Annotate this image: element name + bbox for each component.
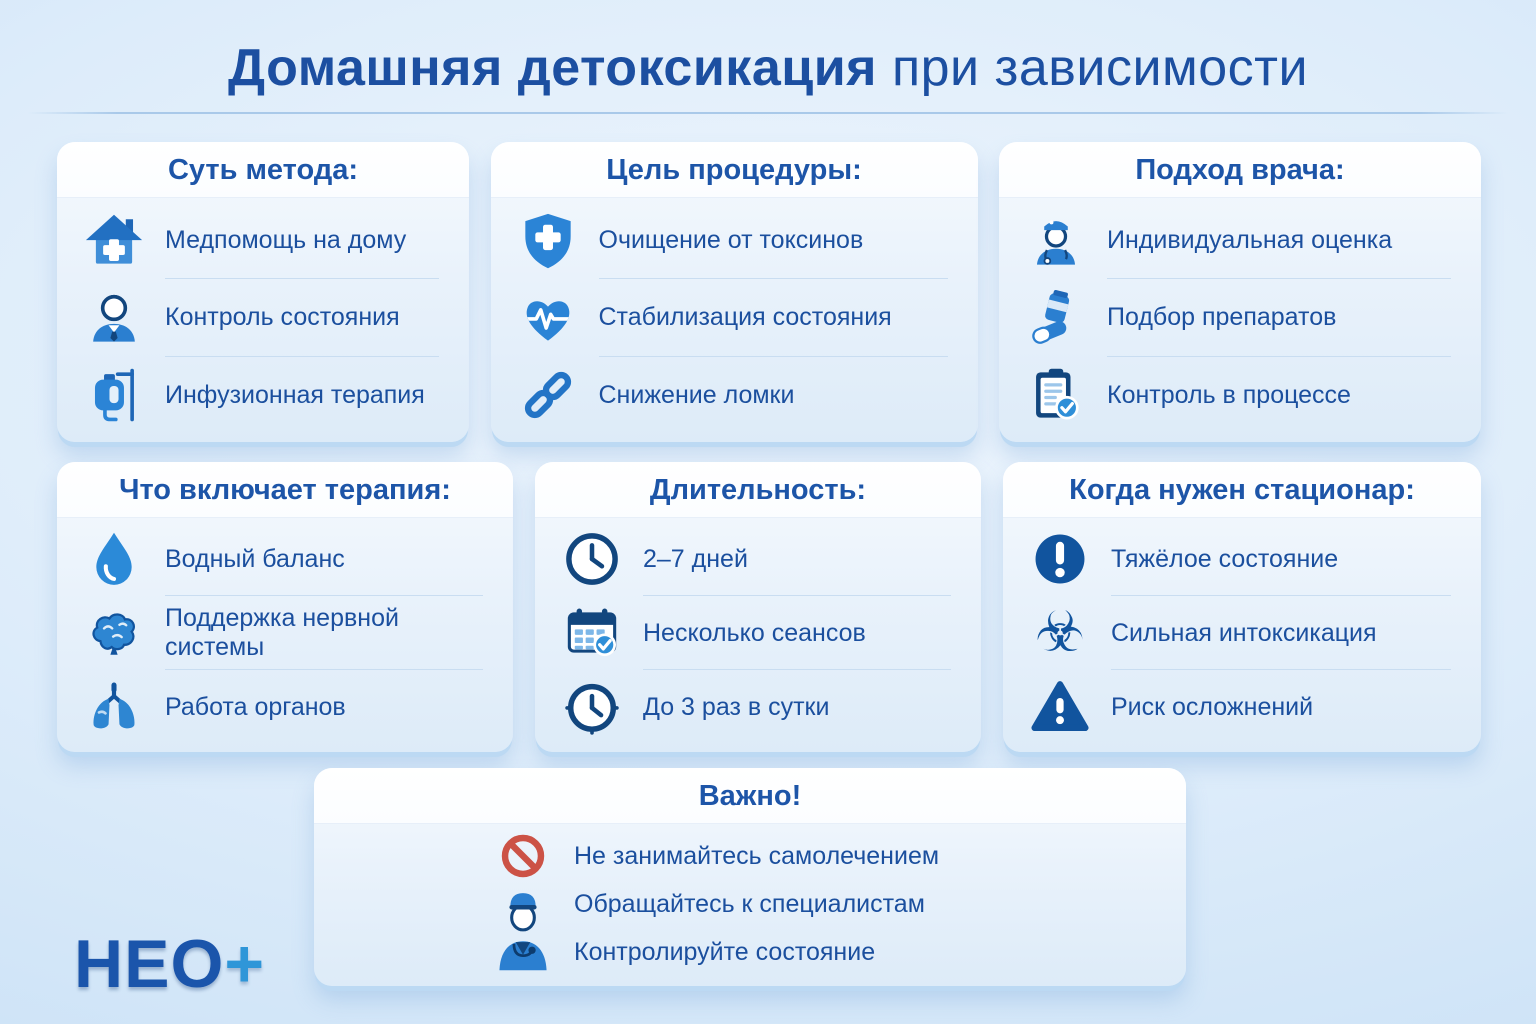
list-item [491,202,978,279]
pills-icon [1025,287,1087,349]
item-label: Подбор препаратов [1107,303,1337,332]
list-item [999,202,1481,279]
title-divider [28,112,1508,114]
item-label: Несколько сеансов [643,618,866,647]
doctor-mask-icon [490,885,556,972]
neo-logo [74,926,266,1002]
item-label: Сильная интоксикация [1111,618,1377,647]
item-label: Снижение ломки [598,380,795,409]
no-entry-icon [490,833,556,879]
card-title: Что включает терапия: [57,462,513,518]
shield-cross-icon [517,210,579,272]
heart-pulse-icon [517,287,579,349]
logo-plus-icon: + [224,926,266,1002]
card-important [314,768,1186,986]
warning-triangle-icon [1029,676,1091,738]
card-title: Суть метода: [57,142,469,198]
doctor-cap-icon [1025,210,1087,272]
card-hospital [1003,462,1481,752]
item-label: Контроль состояния [165,303,400,332]
clock-icon [561,528,623,590]
calendar-check-icon [561,602,623,664]
item-label: Риск осложнений [1111,692,1314,721]
page-title-bold: Домашняя детоксикация [227,39,878,97]
list-item [535,670,981,744]
list-item [57,202,469,279]
item-label: Поддержка нервной системы [165,604,399,661]
list-item [491,279,978,356]
list-item [1003,670,1481,744]
card-approach [999,142,1481,442]
item-label: Не занимайтесь самолечением [574,841,940,870]
card-duration [535,462,981,752]
exclamation-circle-icon [1029,528,1091,590]
item-label: Стабилизация состояния [598,303,892,332]
item-label: Водный баланс [165,544,345,573]
lungs-icon [83,676,145,738]
iv-drip-icon [83,364,145,426]
item-label: Индивидуальная оценка [1107,226,1393,255]
list-item [57,670,513,744]
doctor-icon [83,287,145,349]
list-item [57,279,469,356]
card-title: Когда нужен стационар: [1003,462,1481,518]
list-item [57,522,513,596]
item-label: Очищение от токсинов [598,226,864,255]
chain-link-icon [517,364,579,426]
page-title [0,38,1536,98]
brain-icon [83,602,145,664]
cards-grid [57,142,1481,752]
item-label: 2–7 дней [643,544,748,573]
list-item [1003,522,1481,596]
item-label: Контролируйте состояние [574,937,876,966]
alarm-clock-icon [561,676,623,738]
item-label: Медпомощь на дому [165,226,407,255]
list-item [999,357,1481,434]
clipboard-check-icon [1025,364,1087,426]
list-item [1003,596,1481,670]
page-title-regular: при зависимости [877,39,1309,97]
list-item [535,596,981,670]
card-title: Важно! [314,768,1186,824]
card-therapy [57,462,513,752]
card-method [57,142,469,442]
item-label: До 3 раз в сутки [643,692,830,721]
list-item [999,279,1481,356]
list-item [535,522,981,596]
list-item [57,596,513,670]
item-label: Тяжёлое состояние [1111,544,1339,573]
list-item [57,357,469,434]
item-label: Работа органов [165,692,346,721]
list-item [491,357,978,434]
biohazard-icon: ☣ [1034,600,1086,665]
card-title: Длительность: [535,462,981,518]
card-title: Цель процедуры: [491,142,978,198]
water-drop-icon [83,528,145,590]
item-label: Контроль в процессе [1107,380,1351,409]
logo-text: НЕО [74,926,225,1002]
card-title: Подход врача: [999,142,1481,198]
house-medical-icon [83,210,145,272]
item-label: Обращайтесь к специалистам [574,889,925,918]
card-goal [491,142,978,442]
item-label: Инфузионная терапия [165,380,425,409]
